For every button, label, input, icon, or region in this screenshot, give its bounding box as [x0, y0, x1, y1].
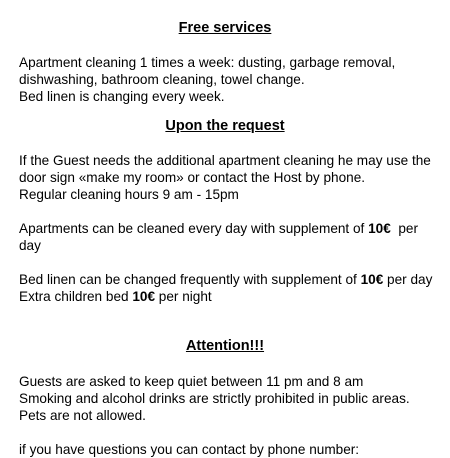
linen-change-suffix: per day — [383, 272, 433, 287]
linen-change-price: 10€ — [360, 272, 384, 287]
free-services-line: Apartment cleaning 1 times a week: dusting, garbage removal, — [19, 55, 396, 70]
attention-heading: Attention!!! — [185, 338, 265, 354]
free-services-text — [19, 54, 444, 105]
linen-and-bed-paragraph — [19, 271, 444, 305]
extra-bed-suffix: per night — [155, 289, 212, 304]
daily-cleaning-prefix: Apartments can be cleaned every day with supplement of — [19, 221, 369, 236]
contact-line-cut: if you have questions you can contact by phone number: — [19, 442, 360, 457]
daily-cleaning-paragraph — [19, 220, 444, 254]
upon-request-line: door sign «make my room» or contact the Host by phone. — [19, 170, 366, 185]
upon-request-paragraph-1 — [19, 152, 444, 203]
daily-cleaning-price: 10€ — [368, 221, 391, 236]
upon-request-line: If the Guest needs the additional apartment cleaning he may use the — [19, 153, 431, 168]
linen-change-prefix: Bed linen can be changed frequently with supplement of — [19, 272, 361, 287]
free-services-heading: Free services — [178, 20, 272, 36]
attention-text — [19, 373, 444, 424]
linen-change-line — [19, 271, 444, 288]
extra-bed-price: 10€ — [132, 289, 156, 304]
daily-cleaning-suffix: per — [390, 221, 418, 236]
top-heading-fragment — [110, 0, 370, 6]
free-services-line: dishwashing, bathroom cleaning, towel change. — [19, 72, 305, 87]
extra-bed-line — [19, 288, 444, 305]
upon-request-heading: Upon the request — [165, 118, 285, 134]
extra-bed-prefix: Extra children bed — [19, 289, 133, 304]
attention-line: Guests are asked to keep quiet between 11 pm and 8 am — [19, 374, 364, 389]
daily-cleaning-line — [19, 220, 444, 237]
free-services-line: Bed linen is changing every week. — [19, 89, 225, 104]
daily-cleaning-line-2: day — [19, 238, 41, 253]
upon-request-line: Regular cleaning hours 9 am - 15pm — [19, 187, 239, 202]
attention-line: Smoking and alcohol drinks are strictly prohibited in public areas. — [19, 391, 410, 406]
attention-line: Pets are not allowed. — [19, 408, 146, 423]
